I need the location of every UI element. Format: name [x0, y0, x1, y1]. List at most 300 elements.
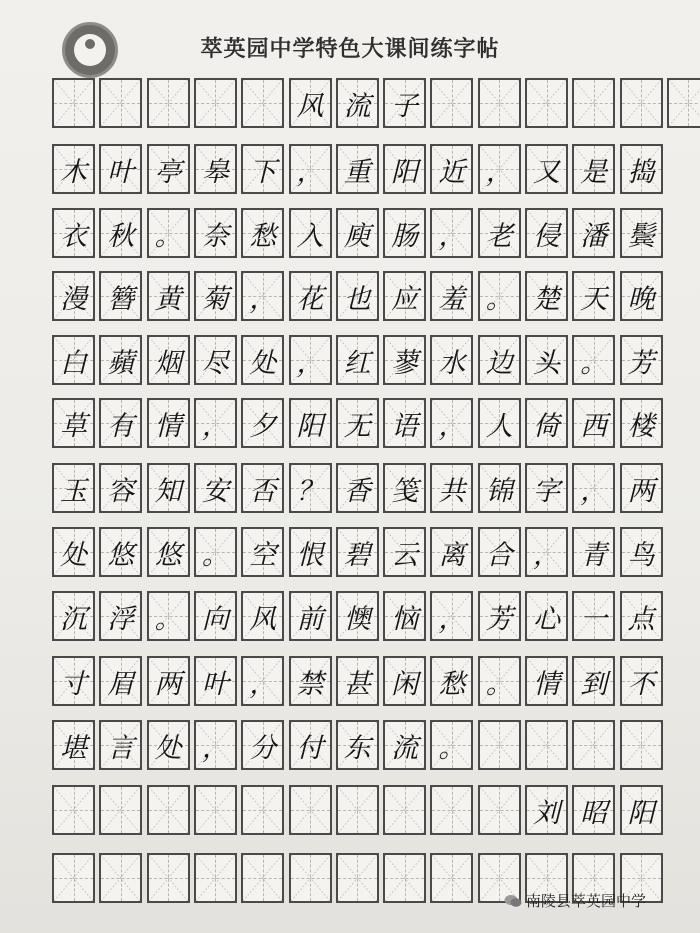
handwritten-char: ， — [201, 410, 229, 442]
handwritten-char — [574, 80, 613, 126]
handwritten-char: 蘋 — [107, 347, 135, 379]
handwritten-char: 入 — [296, 220, 324, 252]
handwritten-char: 安 — [201, 475, 229, 507]
handwritten-char: 两 — [627, 475, 655, 507]
grid-cell — [478, 591, 521, 641]
grid-cell — [241, 144, 284, 194]
grid-cell — [289, 78, 332, 128]
page-title: 萃英园中学特色大课间练字帖 — [200, 37, 500, 62]
grid-cell — [147, 591, 190, 641]
grid-cell — [147, 463, 190, 513]
handwritten-char: 向 — [201, 603, 229, 635]
handwritten-char: 侵 — [533, 220, 560, 252]
grid-row — [52, 335, 660, 385]
grid-row — [52, 591, 660, 641]
handwritten-char: ， — [438, 410, 466, 442]
grid-cell — [430, 785, 473, 835]
handwritten-char: 愁 — [249, 220, 277, 252]
grid-cell — [478, 853, 521, 903]
handwritten-char — [432, 787, 471, 833]
grid-cell — [194, 785, 237, 835]
handwritten-char: 锦 — [485, 475, 513, 507]
grid-row — [52, 208, 660, 258]
grid-cell — [99, 785, 142, 835]
grid-cell — [383, 208, 426, 258]
handwritten-char: 字 — [533, 475, 560, 507]
grid-cell — [572, 720, 615, 770]
grid-row — [52, 656, 660, 706]
handwritten-char: 尽 — [201, 347, 229, 379]
grid-cell — [99, 656, 142, 706]
grid-cell — [194, 335, 237, 385]
handwritten-char: 眉 — [107, 668, 135, 700]
grid-cell — [194, 527, 237, 577]
grid-cell — [430, 591, 473, 641]
handwritten-char: 付 — [296, 732, 324, 764]
grid-cell — [99, 720, 142, 770]
grid-cell — [99, 591, 142, 641]
grid-cell — [289, 208, 332, 258]
grid-cell — [99, 398, 142, 448]
grid-row — [52, 527, 660, 577]
grid-cell — [52, 78, 95, 128]
handwritten-char: 夕 — [249, 410, 277, 442]
grid-cell — [478, 78, 521, 128]
handwritten-char: 楚 — [533, 283, 560, 315]
grid-cell — [194, 463, 237, 513]
handwritten-char: 知 — [154, 475, 182, 507]
handwritten-char — [622, 80, 661, 126]
handwritten-char: 黄 — [154, 283, 182, 315]
grid-cell — [620, 208, 663, 258]
grid-cell — [336, 656, 379, 706]
handwritten-char: 离 — [438, 539, 466, 571]
handwritten-char — [432, 80, 471, 126]
handwritten-char: ， — [580, 475, 608, 507]
grid-cell — [620, 463, 663, 513]
handwritten-char: 老 — [485, 220, 513, 252]
handwritten-char: 楼 — [627, 410, 655, 442]
handwritten-char: 昭 — [580, 797, 608, 829]
handwritten-char: 芳 — [627, 347, 655, 379]
handwritten-char: 叶 — [201, 668, 229, 700]
grid-row — [52, 720, 660, 770]
handwritten-char: ， — [201, 732, 229, 764]
grid-cell — [620, 398, 663, 448]
handwritten-char: ？ — [296, 475, 324, 507]
handwritten-char: 容 — [107, 475, 135, 507]
grid-cell — [52, 656, 95, 706]
grid-cell — [430, 656, 473, 706]
grid-cell — [383, 527, 426, 577]
grid-cell — [289, 785, 332, 835]
grid-cell — [289, 853, 332, 903]
handwritten-char: 语 — [391, 410, 419, 442]
handwritten-char: 西 — [580, 410, 608, 442]
grid-cell — [241, 591, 284, 641]
handwritten-char: 风 — [249, 603, 277, 635]
grid-cell — [430, 527, 473, 577]
grid-cell — [147, 78, 190, 128]
handwritten-char — [669, 80, 700, 126]
handwritten-char: 情 — [154, 410, 182, 442]
handwritten-char: 倚 — [533, 410, 560, 442]
handwritten-char: 花 — [296, 283, 324, 315]
handwritten-char — [243, 80, 282, 126]
grid-cell — [525, 853, 568, 903]
grid-cell — [478, 463, 521, 513]
handwritten-char — [622, 855, 661, 901]
handwritten-char: 边 — [485, 347, 513, 379]
grid-cell — [52, 271, 95, 321]
grid-cell — [572, 271, 615, 321]
grid-cell — [430, 463, 473, 513]
grid-cell — [572, 656, 615, 706]
handwritten-char: 愁 — [438, 668, 466, 700]
grid-cell — [383, 144, 426, 194]
handwritten-char: 肠 — [391, 220, 419, 252]
handwritten-char: ， — [296, 156, 324, 188]
handwritten-char: 木 — [60, 156, 87, 188]
handwritten-char — [54, 80, 93, 126]
handwritten-char: ， — [438, 603, 466, 635]
handwritten-char — [338, 787, 377, 833]
grid-cell — [99, 208, 142, 258]
handwritten-char: 空 — [249, 539, 277, 571]
school-logo — [62, 22, 118, 78]
grid-cell — [336, 398, 379, 448]
handwritten-char: 烟 — [154, 347, 182, 379]
grid-cell — [430, 144, 473, 194]
grid-cell — [525, 785, 568, 835]
grid-row — [52, 144, 660, 194]
handwritten-char: 晚 — [627, 283, 655, 315]
grid-cell — [52, 398, 95, 448]
grid-cell — [99, 463, 142, 513]
handwritten-char: 秋 — [107, 220, 135, 252]
handwritten-char: ， — [485, 156, 513, 188]
handwritten-char: ， — [296, 347, 324, 379]
handwritten-char: 应 — [391, 283, 419, 315]
grid-cell — [525, 591, 568, 641]
grid-cell — [478, 398, 521, 448]
grid-cell — [572, 208, 615, 258]
handwritten-char: 东 — [343, 732, 371, 764]
handwritten-char: 悠 — [154, 539, 182, 571]
handwritten-char: 鸟 — [627, 539, 655, 571]
handwritten-char — [480, 80, 519, 126]
handwritten-char: 是 — [580, 156, 608, 188]
handwritten-char — [480, 787, 519, 833]
grid-cell — [620, 527, 663, 577]
handwritten-char: 红 — [343, 347, 371, 379]
grid-cell — [620, 853, 663, 903]
handwritten-char: 又 — [533, 156, 560, 188]
grid-cell — [478, 656, 521, 706]
handwritten-char: ， — [249, 668, 277, 700]
handwritten-char — [574, 722, 613, 768]
handwritten-char: 。 — [201, 539, 229, 571]
grid-cell — [336, 785, 379, 835]
handwritten-char — [149, 855, 188, 901]
grid-cell — [241, 335, 284, 385]
grid-cell — [52, 144, 95, 194]
grid-cell — [336, 335, 379, 385]
grid-cell — [336, 208, 379, 258]
grid-cell — [147, 720, 190, 770]
handwritten-char: 闲 — [391, 668, 419, 700]
grid-cell — [289, 144, 332, 194]
handwritten-char: 芳 — [485, 603, 513, 635]
grid-cell — [336, 271, 379, 321]
handwritten-char: 。 — [154, 603, 182, 635]
handwritten-char: 也 — [343, 283, 371, 315]
handwritten-char — [101, 787, 140, 833]
handwritten-char: 人 — [485, 410, 513, 442]
handwritten-char: 沉 — [60, 603, 87, 635]
grid-cell — [383, 853, 426, 903]
grid-cell — [336, 144, 379, 194]
handwritten-char: 菊 — [201, 283, 229, 315]
grid-cell — [52, 853, 95, 903]
handwritten-char — [149, 80, 188, 126]
handwritten-char: 。 — [154, 220, 182, 252]
grid-cell — [194, 720, 237, 770]
grid-cell — [241, 720, 284, 770]
handwritten-char: 一 — [580, 603, 608, 635]
handwritten-char: 亭 — [154, 156, 182, 188]
grid-cell — [336, 78, 379, 128]
handwritten-char — [432, 855, 471, 901]
handwritten-char: 堪 — [60, 732, 87, 764]
handwritten-char: 。 — [438, 732, 466, 764]
grid-cell — [194, 144, 237, 194]
grid-cell — [525, 398, 568, 448]
handwritten-char: 子 — [391, 90, 419, 122]
handwritten-char: 近 — [438, 156, 466, 188]
grid-cell — [289, 398, 332, 448]
handwritten-char: 漫 — [60, 283, 87, 315]
handwritten-char: 阳 — [391, 156, 419, 188]
grid-cell — [241, 271, 284, 321]
handwritten-char: 处 — [154, 732, 182, 764]
grid-cell — [572, 591, 615, 641]
handwritten-char — [480, 855, 519, 901]
handwritten-char: 头 — [533, 347, 560, 379]
handwritten-char — [527, 80, 566, 126]
grid-cell — [572, 335, 615, 385]
grid-cell — [147, 853, 190, 903]
grid-cell — [194, 398, 237, 448]
handwritten-char: 簪 — [107, 283, 135, 315]
handwritten-char: 合 — [485, 539, 513, 571]
handwritten-char: 白 — [60, 347, 87, 379]
grid-cell — [336, 527, 379, 577]
handwritten-char — [291, 855, 330, 901]
grid-row — [52, 785, 660, 835]
grid-cell — [383, 591, 426, 641]
grid-cell — [478, 144, 521, 194]
grid-cell — [525, 78, 568, 128]
grid-cell — [52, 463, 95, 513]
handwritten-char: 阳 — [296, 410, 324, 442]
grid-cell — [430, 335, 473, 385]
handwritten-char: 蓼 — [391, 347, 419, 379]
handwritten-char: ， — [438, 220, 466, 252]
grid-cell — [430, 271, 473, 321]
grid-cell — [289, 271, 332, 321]
grid-cell — [525, 335, 568, 385]
grid-cell — [336, 591, 379, 641]
handwritten-char — [101, 855, 140, 901]
grid-cell — [52, 527, 95, 577]
grid-cell — [52, 785, 95, 835]
grid-row — [52, 398, 660, 448]
grid-cell — [99, 335, 142, 385]
grid-cell — [383, 463, 426, 513]
grid-cell — [99, 853, 142, 903]
handwritten-char: 情 — [533, 668, 560, 700]
grid-cell — [383, 271, 426, 321]
handwritten-char: 不 — [627, 668, 655, 700]
grid-cell — [99, 144, 142, 194]
grid-cell — [620, 144, 663, 194]
handwritten-char: 重 — [343, 156, 371, 188]
handwritten-char: 点 — [627, 603, 655, 635]
grid-cell — [289, 335, 332, 385]
grid-cell — [194, 853, 237, 903]
handwritten-char: ， — [249, 283, 277, 315]
grid-cell — [430, 853, 473, 903]
handwritten-char: 笺 — [391, 475, 419, 507]
handwritten-char: 禁 — [296, 668, 324, 700]
grid-cell — [572, 853, 615, 903]
grid-cell — [147, 785, 190, 835]
grid-cell — [478, 335, 521, 385]
grid-cell — [525, 271, 568, 321]
handwritten-char — [54, 855, 93, 901]
grid-cell — [572, 144, 615, 194]
handwritten-char: 衣 — [60, 220, 87, 252]
handwritten-char: 阳 — [627, 797, 655, 829]
handwritten-char: 前 — [296, 603, 324, 635]
handwritten-char: 鬓 — [627, 220, 655, 252]
handwritten-char: 恼 — [391, 603, 419, 635]
handwritten-char — [480, 722, 519, 768]
handwritten-char: 天 — [580, 283, 608, 315]
grid-cell — [289, 656, 332, 706]
handwritten-char — [196, 855, 235, 901]
grid-cell — [289, 720, 332, 770]
grid-cell — [478, 527, 521, 577]
grid-cell — [241, 463, 284, 513]
handwritten-char: 甚 — [343, 668, 371, 700]
handwritten-char: 流 — [391, 732, 419, 764]
handwritten-char: 处 — [60, 539, 87, 571]
handwritten-char — [574, 855, 613, 901]
handwritten-char — [527, 722, 566, 768]
grid-cell — [289, 527, 332, 577]
handwritten-char: 寸 — [60, 668, 87, 700]
handwritten-char: 叶 — [107, 156, 135, 188]
grid-cell — [383, 656, 426, 706]
handwritten-char: 皋 — [201, 156, 229, 188]
grid-cell — [525, 208, 568, 258]
grid-cell — [572, 463, 615, 513]
grid-cell — [430, 78, 473, 128]
handwritten-char: 到 — [580, 668, 608, 700]
handwritten-char — [291, 787, 330, 833]
handwritten-char: 羞 — [438, 283, 466, 315]
handwritten-char: 香 — [343, 475, 371, 507]
grid-cell — [383, 398, 426, 448]
grid-cell — [147, 144, 190, 194]
handwritten-char — [101, 80, 140, 126]
grid-cell — [478, 271, 521, 321]
grid-cell — [620, 271, 663, 321]
handwritten-char — [243, 787, 282, 833]
handwritten-char: 云 — [391, 539, 419, 571]
grid-cell — [52, 591, 95, 641]
handwritten-char: 。 — [580, 347, 608, 379]
handwritten-char: 刘 — [533, 797, 560, 829]
grid-cell — [430, 208, 473, 258]
grid-cell — [52, 208, 95, 258]
grid-cell — [52, 335, 95, 385]
handwritten-char — [385, 855, 424, 901]
grid-cell — [572, 527, 615, 577]
handwritten-char: 共 — [438, 475, 466, 507]
handwritten-char: 庾 — [343, 220, 371, 252]
grid-cell — [572, 785, 615, 835]
grid-cell — [430, 720, 473, 770]
handwritten-char: 无 — [343, 410, 371, 442]
grid-cell — [241, 785, 284, 835]
handwritten-char: 下 — [249, 156, 277, 188]
grid-cell — [241, 853, 284, 903]
handwritten-char: 。 — [485, 283, 513, 315]
handwritten-char: 悠 — [107, 539, 135, 571]
handwritten-char: ， — [533, 539, 560, 571]
grid-cell — [52, 720, 95, 770]
grid-cell — [620, 656, 663, 706]
grid-cell — [241, 656, 284, 706]
handwritten-char — [527, 855, 566, 901]
handwritten-char: 懊 — [343, 603, 371, 635]
grid-cell — [336, 720, 379, 770]
grid-cell — [194, 208, 237, 258]
handwritten-char: 浮 — [107, 603, 135, 635]
grid-cell — [525, 527, 568, 577]
handwritten-char: 奈 — [201, 220, 229, 252]
handwritten-char: 心 — [533, 603, 560, 635]
handwritten-char: 玉 — [60, 475, 87, 507]
handwritten-char — [54, 787, 93, 833]
grid-cell — [147, 335, 190, 385]
grid-cell — [383, 335, 426, 385]
handwritten-char — [196, 787, 235, 833]
handwritten-char: 风 — [296, 90, 324, 122]
handwritten-char: 两 — [154, 668, 182, 700]
handwritten-char — [622, 722, 661, 768]
grid-cell — [99, 527, 142, 577]
handwritten-char: 分 — [249, 732, 277, 764]
grid-cell — [525, 463, 568, 513]
grid-cell — [194, 591, 237, 641]
grid-cell — [620, 78, 663, 128]
grid-cell — [478, 208, 521, 258]
grid-cell — [525, 720, 568, 770]
